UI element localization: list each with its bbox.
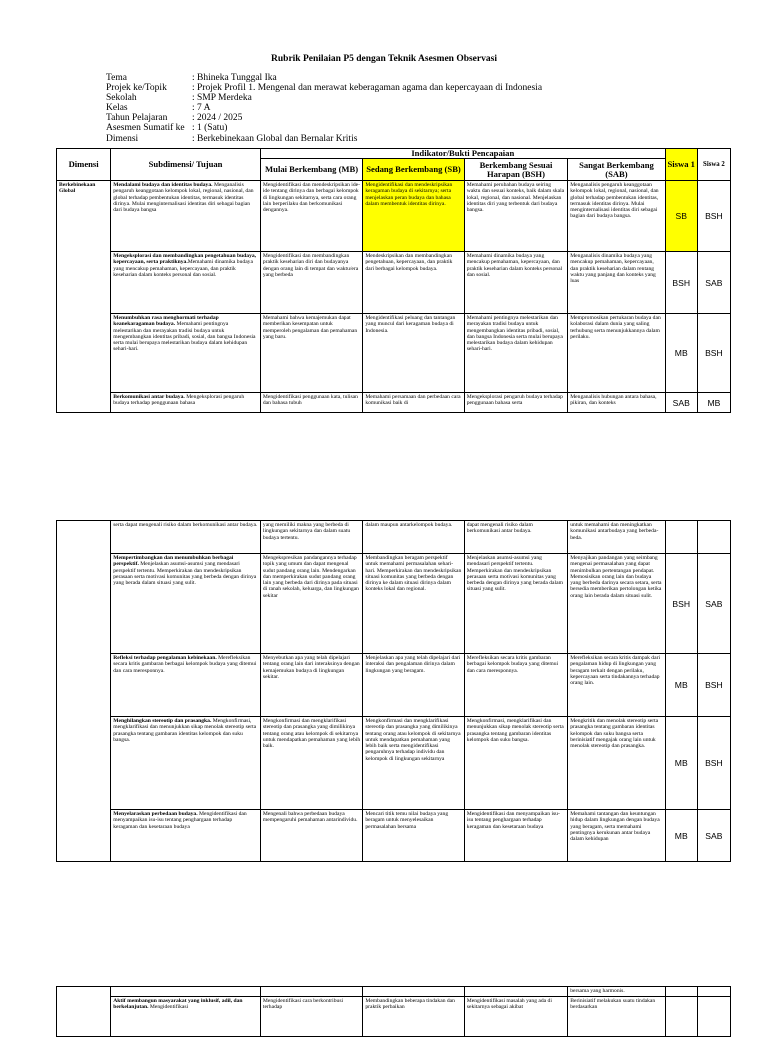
metadata-row <box>106 103 542 113</box>
indicator-sb: Mencari titik temu nilai budaya yang beragam untuk menyelesaikan permasalahan bersama <box>363 810 464 862</box>
indicator-sb: Memahami persamaan dan perbedaan cara komunikasi baik di <box>363 393 464 413</box>
indicator-mb: Mengenali bahwa perbedaan budaya mempengaruhi pemahaman antarindividu. <box>260 810 362 862</box>
metadata-block <box>106 73 542 144</box>
indicator-mb: yang memiliki makna yang berbeda di lingkungan sekitarnya dan dalam suatu budaya tertentu. <box>260 521 362 554</box>
score-siswa-1: MB <box>665 810 697 862</box>
subdimension-cell: Menyelaraskan perbedaan budaya. Mengidentifikasi dan menyampaikan isu-isu tentang penghargaan terhadap keragaman dan kesetaraan budaya <box>111 810 261 862</box>
subdimension-cell: Mempertimbangkan dan menumbuhkan berbagai perspektif. Menjelaskan asumsi-asumsi yang mendasari perspektif tertentu. Memperkirakan dan mendeskripsikan perasaan serta motivasi komunitas yang berbeda dengan dirinya yang berada dalam situasi yang sulit. <box>111 554 261 654</box>
metadata-key: Tahun Pelajaran <box>106 113 168 124</box>
rubric-table-page-3 <box>56 986 731 1037</box>
metadata-key: Asesmen Sumatif ke <box>106 123 185 134</box>
indicator-bsh: Mengkonfirmasi, mengklarifikasi dan menunjukkan sikap menolak stereotip serta prasangka tentang gambaran identitas kelompok dan suku bangsa. <box>464 717 567 810</box>
metadata-key: Sekolah <box>106 93 137 104</box>
score-siswa-1: BSH <box>665 252 697 314</box>
table-row <box>57 393 731 413</box>
header-subdimensi: Subdimensi/ Tujuan <box>111 149 261 181</box>
indicator-sb <box>363 987 464 997</box>
rubric-table-page-2 <box>56 520 731 862</box>
indicator-bsh: Mengeksplorasi pengaruh budaya terhadap penggunaan bahasa serta <box>464 393 567 413</box>
indicator-mb: Memahami bahwa kemajemukan dapat memberikan kesempatan untuk memperoleh pengalaman dan pemahaman yang baru. <box>260 314 362 393</box>
metadata-row <box>106 123 542 133</box>
indicator-sab: Menganalisis hubungan antara bahasa, pikiran, dan konteks <box>568 393 665 413</box>
header-siswa-2: Siswa 2 <box>697 149 730 181</box>
indicator-mb: Mengkonfirmasi dan mengklarifikasi stereotip dan prasangka yang dimilikinya tentang orang atau kelompok di sekitarnya untuk mendapatkan pemahaman yang lebih baik. <box>260 717 362 810</box>
metadata-value: : 2024 / 2025 <box>192 113 243 124</box>
dimension-cell <box>57 521 111 862</box>
rubric-table-page-1 <box>56 148 731 413</box>
page-title: Rubrik Penilaian P5 dengan Teknik Asesmen Observasi <box>271 54 497 64</box>
subdimension-cell: Mendalami budaya dan identitas budaya. Menganalisis pengaruh keanggotaan kelompok lokal, regional, nasional, dan global terhadap pembentukan identitas, termasuk identitas dirinya. Mulai menginternalisasi identitas diri sebagai bagian dari budaya bangsa <box>111 181 261 252</box>
indicator-bsh: Memahami pentingnya melestarikan dan merayakan tradisi budaya untuk mengembangkan identitas pribadi, sosial, dan bangsa Indonesia serta mulai berupaya melestarikan budaya dalam kehidupan sehari-hari. <box>464 314 567 393</box>
score-siswa-1 <box>665 997 697 1037</box>
metadata-value: : Berkebinekaan Global dan Bernalar Kritis <box>192 133 358 144</box>
table-row <box>57 997 731 1037</box>
indicator-sab: Berinisiatif melakukan suatu tindakan berdasarkan <box>568 997 665 1037</box>
header-dimensi: Dimensi <box>57 149 111 181</box>
metadata-value: : SMP Merdeka <box>192 93 252 104</box>
score-siswa-2: BSH <box>697 717 730 810</box>
subdimension-cell: Menghilangkan stereotip dan prasangka. Mengkonfirmasi, mengklarifikasi dan menunjukkan sikap menolak stereotip serta prasangka tentang gambaran identitas kelompok dan suku bangsa. <box>111 717 261 810</box>
metadata-key: Tema <box>106 73 127 83</box>
subdimension-title: Mengeksplorasi dan membandingkan pengetahuan budaya, kepercayaan, serta praktiknya. <box>113 253 257 266</box>
metadata-value: : 1 (Satu) <box>192 123 228 134</box>
subdimension-cell: serta dapat mengenali risiko dalam berkomunikasi antar budaya. <box>111 521 261 554</box>
score-siswa-2: SAB <box>697 810 730 862</box>
indicator-mb: Mengidentifikasi cara berkontribusi terhadap <box>260 997 362 1037</box>
indicator-sb: Mengidentifikasi peluang dan tantangan yang muncul dari keragaman budaya di Indonesia. <box>363 314 464 393</box>
table-row-continued <box>57 987 731 997</box>
score-siswa-2: MB <box>697 393 730 413</box>
indicator-bsh: Menjelaskan asumsi-asumsi yang mendasari perspektif tertentu. Memperkirakan dan mendeskripsikan perasaan serta motivasi komunitas yang berbeda dengan dirinya yang berada dalam situasi yang sulit. <box>464 554 567 654</box>
score-siswa-1: MB <box>665 314 697 393</box>
header-mb: Mulai Berkembang (MB) <box>260 159 362 181</box>
table-row <box>57 181 731 252</box>
indicator-sab: Mengkritik dan menolak stereotip serta prasangka tentang gambaran identitas kelompok dan suku bangsa serta berinisiatif mengajak orang lain untuk menolak stereotip dan prasangka. <box>568 717 665 810</box>
subdimension-title: Mempertimbangkan dan menumbuhkan berbagai perspektif. <box>113 555 234 568</box>
dimension-cell <box>57 181 111 413</box>
score-siswa-1: MB <box>665 654 697 717</box>
score-siswa-2 <box>697 997 730 1037</box>
score-siswa-2: SAB <box>697 554 730 654</box>
indicator-mb: Mengidentifikasi dan mendeskripsikan ide-ide tentang dirinya dan berbagai kelompok di lingkungan sekitarnya, serta cara orang lain berperilaku dan berkomunikasi dengannya. <box>260 181 362 252</box>
indicator-sb: Menjelaskan apa yang telah dipelajari dari interaksi dan pengalaman dirinya dalam lingkungan yang beragam. <box>363 654 464 717</box>
subdimension-cell: Refleksi terhadap pengalaman kebinekaan. Merefleksikan secara kritis gambaran berbagai kelompok budaya yang ditemui dan cara meresponnya. <box>111 654 261 717</box>
header-indikator: Indikator/Bukti Pencapaian <box>260 149 665 159</box>
indicator-bsh: Memahami dinamika budaya yang mencakup pemahaman, kepercayaan, dan praktik keseharian dalam konteks personal dan sosial. <box>464 252 567 314</box>
indicator-mb: Mengekspresikan pandangannya terhadap topik yang umum dan dapat mengenal sudut pandang orang lain. Mendengarkan dan memperkirakan sudut pandang orang lain yang berbeda dari dirinya pada situasi di ranah sekolah, keluarga, dan lingkungan sekitar <box>260 554 362 654</box>
header-bsh: Berkembang Sesuai Harapan (BSH) <box>464 159 567 181</box>
indicator-sb: Mengidentifikasi dan mendeskripsikan keragaman budaya di sekitarnya; serta menjelaskan peran budaya dan bahasa dalam membentuk identitas dirinya. <box>363 181 464 252</box>
indicator-bsh: Mengidentifikasi masalah yang ada di sekitarnya sebagai akibat <box>464 997 567 1037</box>
indicator-bsh <box>464 987 567 997</box>
indicator-sab: bersama yang harmonis. <box>568 987 665 997</box>
metadata-row <box>106 134 542 144</box>
subdimension-cell <box>111 987 261 997</box>
indicator-sb: Membandingkan beberapa tindakan dan praktik perbaikan <box>363 997 464 1037</box>
score-siswa-1: SB <box>665 181 697 252</box>
metadata-row <box>106 83 542 93</box>
indicator-bsh: Memahami perubahan budaya seiring waktu dan sesuai konteks, baik dalam skala lokal, regional, dan nasional. Menjelaskan identitas diri yang terbentuk dari budaya bangsa. <box>464 181 567 252</box>
subdimension-cell: Berkomunikasi antar budaya. Mengeksplorasi pengaruh budaya terhadap penggunaan bahasa <box>111 393 261 413</box>
score-siswa-1: SAB <box>665 393 697 413</box>
table-row <box>57 717 731 810</box>
indicator-mb: Mengidentifikasi penggunaan kata, tulisan dan bahasa tubuh <box>260 393 362 413</box>
subdimension-title: Menumbuhkan rasa menghormati terhadap keanekaragaman budaya. <box>113 315 219 328</box>
subdimension-title: Mendalami budaya dan identitas budaya. <box>113 182 213 188</box>
subdimension-title: Menyelaraskan perbedaan budaya. <box>113 811 198 817</box>
metadata-value: : 7 A <box>192 103 211 114</box>
indicator-bsh: Mengidentifikasi dan menyampaikan isu-isu tentang penghargaan terhadap keragaman dan kesetaraan budaya <box>464 810 567 862</box>
header-sab: Sangat Berkembang (SAB) <box>568 159 665 181</box>
indicator-sab: Memahami tantangan dan keuntungan hidup dalam lingkungan dengan budaya yang beragam, serta memahami pentingnya kerukunan antar budaya dalam kehidupan <box>568 810 665 862</box>
indicator-mb: Mengidentifikasi dan membandingkan praktik keseharian diri dan budayanya dengan orang lain di tempat dan waktu/era yang berbeda <box>260 252 362 314</box>
indicator-sab: Mempromosikan pertukaran budaya dan kolaborasi dalam dunia yang saling terhubung serta menunjukkannya dalam perilaku. <box>568 314 665 393</box>
indicator-sb: dalam maupun antarkelompok budaya. <box>363 521 464 554</box>
metadata-row <box>106 73 542 83</box>
indicator-sab: Menganalisis pengaruh keanggotaan kelompok lokal, regional, nasional, dan global terhadap pembentukan identitas, termasuk identitas dirinya. Mulai menginternalisasi identitas diri sebagai bagian dari budaya bangsa. <box>568 181 665 252</box>
metadata-key: Projek ke/Topik <box>106 83 167 94</box>
score-siswa-2: BSH <box>697 314 730 393</box>
metadata-key: Kelas <box>106 103 128 114</box>
score-siswa-2 <box>697 521 730 554</box>
table-row <box>57 810 731 862</box>
score-siswa-1 <box>665 987 697 997</box>
indicator-mb <box>260 987 362 997</box>
metadata-value: : Bhineka Tunggal Ika <box>192 73 277 83</box>
score-siswa-2: BSH <box>697 654 730 717</box>
score-siswa-1: MB <box>665 717 697 810</box>
subdimension-title: Aktif membangun masyarakat yang inklusif, adil, dan berkelanjutan. <box>113 998 243 1011</box>
table-row <box>57 654 731 717</box>
score-siswa-2: BSH <box>697 181 730 252</box>
score-siswa-1: BSH <box>665 554 697 654</box>
score-siswa-2 <box>697 987 730 997</box>
subdimension-title: Berkomunikasi antar budaya. <box>113 394 185 400</box>
dimension-cell <box>57 987 111 1037</box>
indicator-bsh: Merefleksikan secara kritis gambaran berbagai kelompok budaya yang ditemui dan cara meresponnya. <box>464 654 567 717</box>
score-siswa-1 <box>665 521 697 554</box>
dimension-name: Berkebinekaan Global <box>59 182 96 195</box>
indicator-sab: untuk memahami dan meningkatkan komunikasi antarbudaya yang berbeda-beda. <box>568 521 665 554</box>
indicator-sb: Mengkonfirmasi dan mengklarifikasi stereotip dan prasangka yang dimilikinya tentang orang atau kelompok di sekitarnya untuk mendapatkan pemahaman yang lebih baik serta mengidentifikasi pengaruhnya terhadap individu dan kelompok di lingkungan sekitarnya <box>363 717 464 810</box>
subdimension-cell: Mengeksplorasi dan membandingkan pengetahuan budaya, kepercayaan, serta praktiknya.Memahami dinamika budaya yang mencakup pemahaman, kepercayaan, dan praktik keseharian dalam konteks personal dan sosial. <box>111 252 261 314</box>
subdimension-cell: Aktif membangun masyarakat yang inklusif, adil, dan berkelanjutan. Mengidentifikasi <box>111 997 261 1037</box>
score-siswa-2: SAB <box>697 252 730 314</box>
indicator-mb: Menyebutkan apa yang telah dipelajari tentang orang lain dari interaksinya dengan kemajemukan budaya di lingkungan sekitar. <box>260 654 362 717</box>
table-row-continued <box>57 521 731 554</box>
subdimension-cell: Menumbuhkan rasa menghormati terhadap keanekaragaman budaya. Memahami pentingnya melestarikan dan merayakan tradisi budaya untuk mengembangkan identitas pribadi, sosial, dan bangsa Indonesia serta mulai berupaya melestarikan budaya dalam kehidupan sehari-hari. <box>111 314 261 393</box>
table-row <box>57 314 731 393</box>
table-row <box>57 554 731 654</box>
metadata-row <box>106 93 542 103</box>
subdimension-title: Menghilangkan stereotip dan prasangka. <box>113 718 212 724</box>
indicator-sab: Menyajikan pandangan yang seimbang mengenai permasalahan yang dapat menimbulkan pertentangan pendapat. Memosisikan orang lain dan budaya yang berbeda darinya secara setara, serta bersedia memberikan pertolongan ketika orang lain berada dalam situasi sulit. <box>568 554 665 654</box>
indicator-sab: Merefleksikan secara kritis dampak dari pengalaman hidup di lingkungan yang beragam terkait dengan perilaku, kepercayaan serta tindakannya terhadap orang lain. <box>568 654 665 717</box>
indicator-sb: Membandingkan beragam perspektif untuk memahami permasalahan sehari-hari. Memperkirakan dan mendeskripsikan situasi komunitas yang berbeda dengan dirinya ke dalam situasi dirinya dalam konteks lokal dan regional. <box>363 554 464 654</box>
metadata-value: : Projek Profil 1. Mengenal dan merawat keberagaman agama dan kepercayaan di Indonesia <box>192 83 543 94</box>
indicator-bsh: dapat mengenali risiko dalam berkomunikasi antar budaya. <box>464 521 567 554</box>
metadata-row <box>106 113 542 123</box>
header-siswa-1: Siswa 1 <box>665 149 697 181</box>
indicator-sab: Menganalisis dinamika budaya yang mencakup pemahaman, kepercayaan, dan praktik keseharian dalam rentang waktu yang panjang dan konteks yang luas <box>568 252 665 314</box>
metadata-key: Dimensi <box>106 133 139 144</box>
header-sb: Sedang Berkembang (SB) <box>363 159 464 181</box>
table-row <box>57 252 731 314</box>
indicator-sb: Mendeskripsikan dan membandingkan pengetahuan, kepercayaan, dan praktik dari berbagai kelompok budaya. <box>363 252 464 314</box>
subdimension-title: Refleksi terhadap pengalaman kebinekaan. <box>113 655 217 661</box>
